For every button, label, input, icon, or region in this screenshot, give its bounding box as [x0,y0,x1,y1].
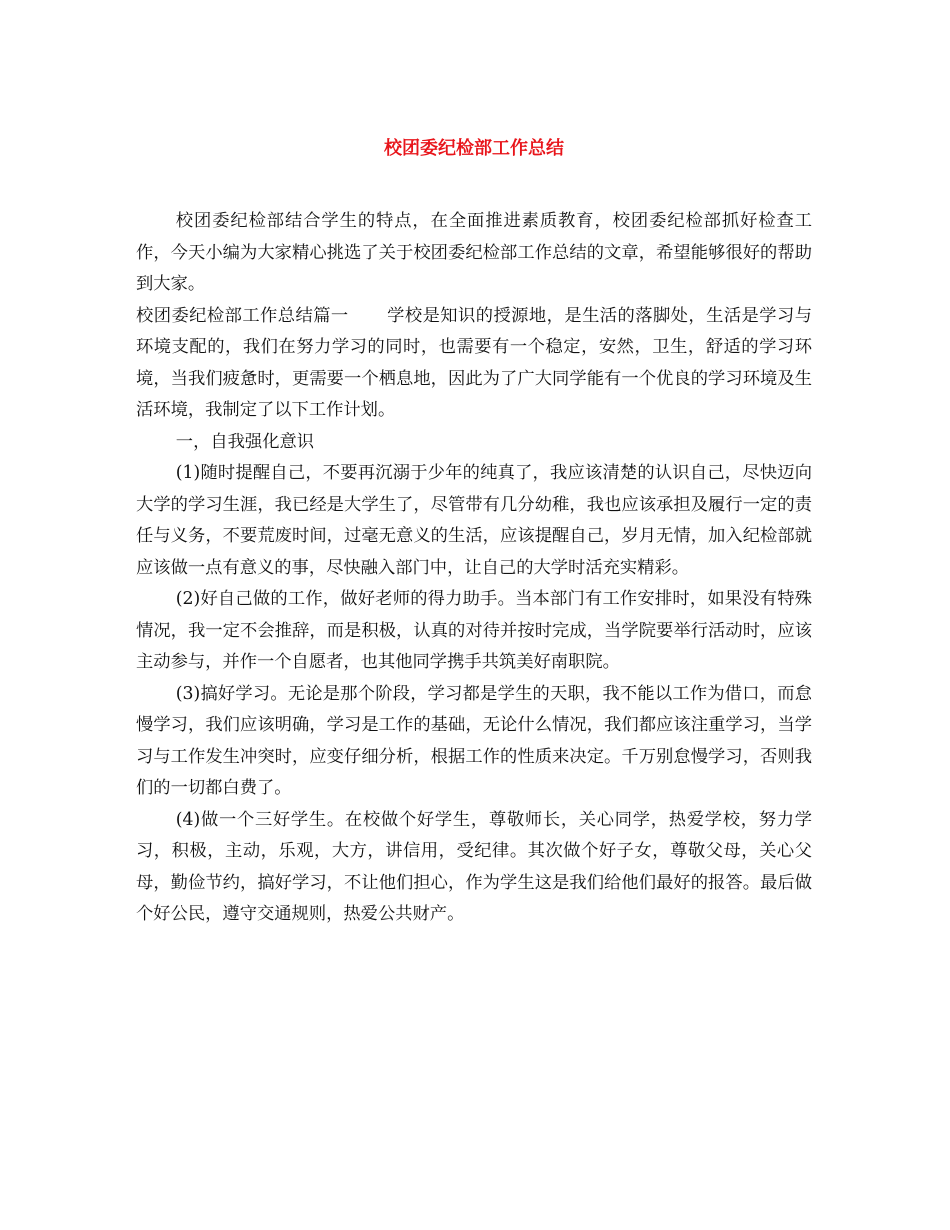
intro-paragraph: 校团委纪检部结合学生的特点，在全面推进素质教育，校团委纪检部抓好检查工作，今天小编为大家精心挑选了关于校团委纪检部工作总结的文章，希望能够很好的帮助到大家。 [136,211,812,294]
document-title: 校团委纪检部工作总结 [384,138,564,159]
section-heading: 一，自我强化意识 [175,431,315,452]
article-paragraph [136,301,812,427]
item-4-paragraph: (4)做一个三好学生。在校做个好学生，尊敬师长，关心同学，热爱学校，努力学习，积极，主动，乐观，大方，讲信用，受纪律。其次做个好子女，尊敬父母，关心父母，勤俭节约，搞好学习，不让他们担心，作为学生这是我们给他们最好的报答。最后做个好公民，遵守交通规则，热爱公共财产。 [136,809,812,924]
item-2-paragraph: (2)好自己做的工作，做好老师的得力助手。当本部门有工作安排时，如果没有特殊情况，我一定不会推辞，而是积极，认真的对待并按时完成，当学院要举行活动时，应该主动参与，并作一个自愿者，也其他同学携手共筑美好南职院。 [136,589,812,672]
article-lead: 学校是知识的授源地，是生活的落脚处，生活是学习与环境支配的，我们在努力学习的同时，也需要有一个稳定，安然，卫生，舒适的学习环境，当我们疲惫时，更需要一个栖息地，因此为了广大同学能有一个优良的学习环境及生活环境，我制定了以下工作计划。 [136,305,812,420]
item-1-paragraph: (1)随时提醒自己，不要再沉溺于少年的纯真了，我应该清楚的认识自己，尽快迈向大学的学习生涯，我已经是大学生了，尽管带有几分幼稚，我也应该承担及履行一定的责任与义务，不要荒废时间，过毫无意义的生活，应该提醒自己，岁月无情，加入纪检部就应该做一点有意义的事，尽快融入部门中，让自己的大学时活充实精彩。 [136,463,812,578]
article-heading: 校团委纪检部工作总结篇一 [136,305,349,326]
document-body [136,206,812,931]
item-3-paragraph: (3)搞好学习。无论是那个阶段，学习都是学生的天职，我不能以工作为借口，而怠慢学习，我们应该明确，学习是工作的基础，无论什么情况，我们都应该注重学习，当学习与工作发生冲突时，应变仔细分析，根据工作的性质来决定。千万别怠慢学习，否则我们的一切都白费了。 [136,683,812,798]
